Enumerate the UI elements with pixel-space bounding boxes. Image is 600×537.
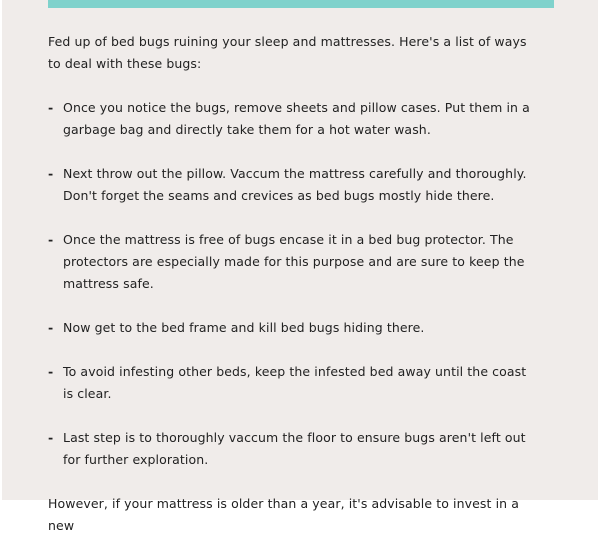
- tip-text: Next throw out the pillow. Vaccum the mattress carefully and thoroughly. Don't forget the seams and crevices as bed bugs mostly hide there.: [63, 166, 527, 203]
- list-item: [48, 317, 534, 339]
- tips-list: [48, 97, 534, 471]
- bullet-dash: -: [48, 100, 54, 115]
- tip-text: Now get to the bed frame and kill bed bugs hiding there.: [63, 320, 425, 335]
- tip-text: Once the mattress is free of bugs encase it in a bed bug protector. The protectors are especially made for this purpose and are sure to keep the mattress safe.: [63, 232, 525, 291]
- intro-paragraph: Fed up of bed bugs ruining your sleep and mattresses. Here's a list of ways to deal with these bugs:: [48, 34, 527, 71]
- list-item: [48, 427, 534, 471]
- bullet-dash: -: [48, 430, 54, 445]
- tip-text: To avoid infesting other beds, keep the infested bed away until the coast is clear.: [63, 364, 527, 401]
- bullet-dash: -: [48, 232, 54, 247]
- article-content: [48, 31, 534, 537]
- list-item: [48, 229, 534, 295]
- bullet-dash: -: [48, 166, 54, 181]
- bullet-dash: -: [48, 320, 54, 335]
- list-item: [48, 163, 534, 207]
- article-card: [2, 0, 598, 533]
- tip-text: Last step is to thoroughly vaccum the floor to ensure bugs aren't left out for further exploration.: [63, 430, 526, 467]
- list-item: [48, 361, 534, 405]
- bullet-dash: -: [48, 364, 54, 379]
- tip-text: Once you notice the bugs, remove sheets and pillow cases. Put them in a garbage bag and directly take them for a hot water wash.: [63, 100, 530, 137]
- list-item: [48, 97, 534, 141]
- outro-paragraph: However, if your mattress is older than a year, it's advisable to invest in a new: [48, 496, 520, 533]
- accent-top-bar: [48, 0, 554, 8]
